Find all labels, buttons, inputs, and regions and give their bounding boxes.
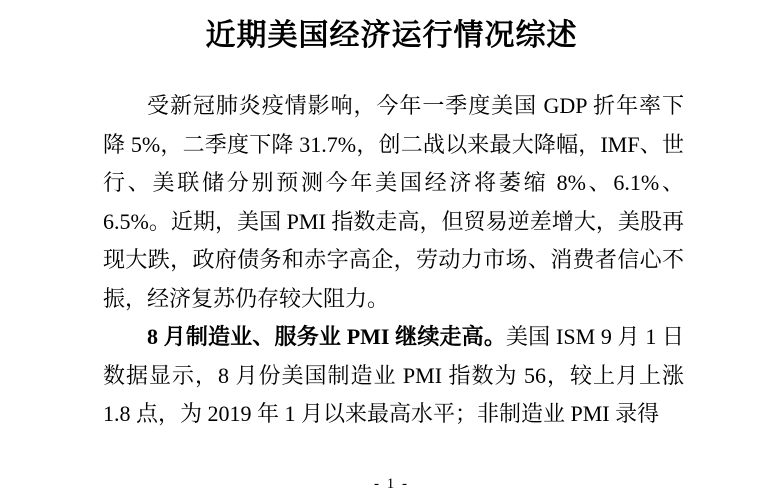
document-title: 近期美国经济运行情况综述 xyxy=(205,19,578,52)
text-run: 8 月制造业、服务业 PMI 继续走高。 xyxy=(147,324,507,349)
page-number: - 1 - xyxy=(374,476,409,492)
text-run: 受新冠肺炎疫情影响，今年一季度美国 GDP 折年率下降 5%，二季度下降 31.7%，创二战以来最大降幅，IMF、世行、美联储分别预测今年美国经济将萎缩 8%、6.1%、6.5%。近期，美国 PMI 指数走高，但贸易逆差增大，美股再现大跌，政府债务和赤字高企，劳动力市场、消费者信心不振，经济复苏仍存较大阻力。 xyxy=(103,93,684,311)
paragraph xyxy=(103,87,684,318)
paragraph xyxy=(103,318,684,434)
document-body xyxy=(103,87,684,434)
text-run: 美国 ISM 9 月 1 日数据显示，8 月份美国制造业 PMI 指数为 56，较上月上涨 1.8 点，为 2019 年 1 月以来最高水平；非制造业 PMI 录得 xyxy=(103,324,685,426)
